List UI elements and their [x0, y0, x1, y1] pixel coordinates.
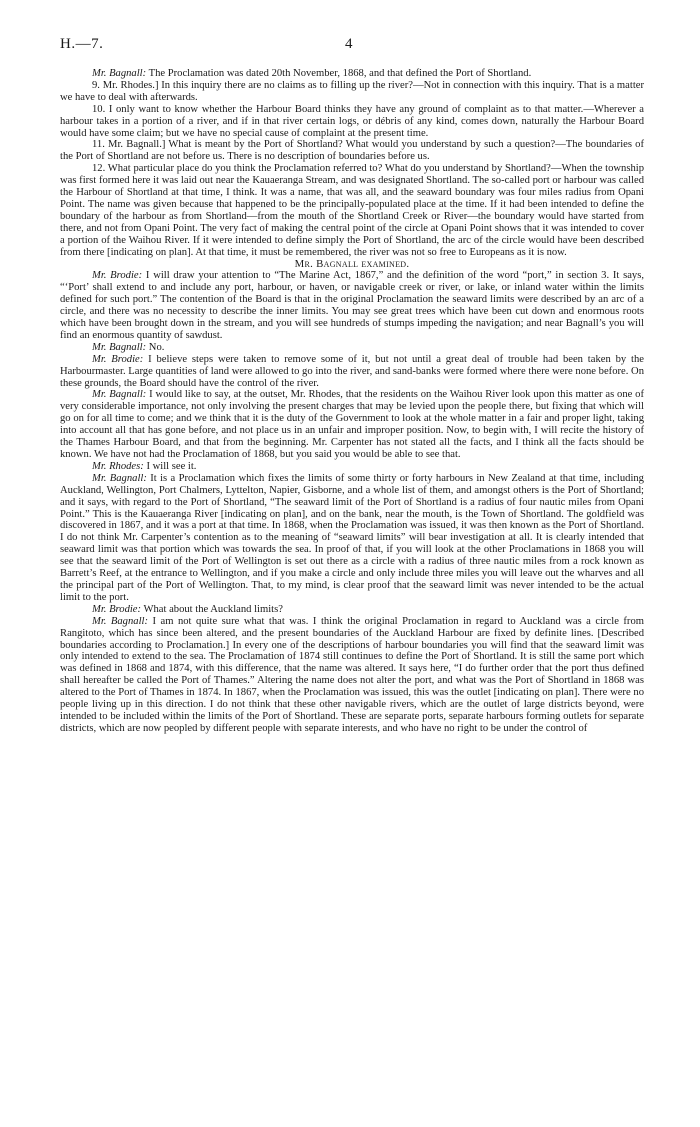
paragraph-text: 12. What particular place do you think the Proclamation referred to? What do you understand by Shortland?—When the township was first formed here it was laid out near the Kauaeranga Stream, and was designated Shortland. The so-called port or harbour was called the Harbour of Shortland at that time, I think. It was a name, that was all, and the seaward boundary was four miles radius from Opani Point. The name was given because that happened to be the principally-populated place at the time. If it had been intended to define the boundary of the harbour as from Shortland—from the mouth of the Shortland Creek or River—the boundary would have started from there, and not from Opani Point. The very fact of making the central point of the circle at Opani Point shows that it was intended to cover a portion of the Waihou River. If it were intended to define simply the Port of Shortland, the arc of the circle would have been described from there [indicating on plan]. At that time, it must be remembered, the river was not so free to Europeans as it is now. — [60, 163, 644, 258]
section-heading: Mr. Bagnall examined. — [294, 257, 410, 270]
speaker-label: Mr. Bagnall: — [92, 389, 147, 401]
paragraph — [60, 342, 644, 354]
speaker-label: Mr. Bagnall: — [92, 341, 147, 353]
document-reference: H.—7. — [60, 36, 104, 52]
paragraph-text: I would like to say, at the outset, Mr. Rhodes, that the residents on the Waihou River look upon this matter as one of very considerable importance, not only involving the present charges that may be levied upon the people there, but fixing that which will go on for all time to come; and we think that it is the duty of the Government to look at the whole matter in a fair and proper light, taking into account all that has gone before, and not place us in an unfair and improper position. Now, to begin with, I will recite the history of the Thames Harbour Board, and that from the beginning. Mr. Carpenter has not stated all the facts, and I think all the facts should be known. We have not had the Proclamation of 1868, but you said you would be able to see that. — [60, 389, 644, 460]
speaker-label: Mr. Brodie: — [92, 603, 142, 615]
paragraph-text: 9. Mr. Rhodes.] In this inquiry there are no claims as to filling up the river?—Not in connection with this inquiry. That is a matter we have to deal with afterwards. — [60, 79, 644, 103]
paragraph-text: The Proclamation was dated 20th November, 1868, and that defined the Port of Shortland. — [146, 68, 532, 79]
paragraph — [60, 389, 644, 460]
page-header — [60, 36, 644, 60]
paragraph-text: 10. I only want to know whether the Harbour Board thinks they have any ground of complaint as to that matter.—Wherever a harbour takes in a portion of a river, and if in that river certain logs, or débris of any kind, comes down, naturally the Harbour Board would have some claim; but we have no special cause of complaint at the present time. — [60, 103, 644, 139]
speaker-label: Mr. Rhodes: — [92, 460, 144, 472]
paragraph — [60, 604, 644, 616]
page-number: 4 — [345, 36, 353, 52]
paragraph — [60, 616, 644, 735]
paragraph-text: 11. Mr. Bagnall.] What is meant by the Port of Shortland? What would you understand by such a question?—The boundaries of the Port of Shortland are not before us. There is no description of boundaries before us. — [60, 139, 644, 163]
paragraph-text: It is a Proclamation which fixes the limits of some thirty or forty harbours in New Zealand at that time, including Auckland, Wellington, Port Chalmers, Lyttelton, Napier, Gisborne, and a whole list of them, and amongst others is the Port of Shortland; and it says, with regard to the Port of Shortland, “The seaward limit of the Port of Shortland is a radius of four nautic miles from Opani Point.” This is the Kauaeranga River [indicating on plan], and on the bank, near the mouth, is the Town of Shortland. The goldfield was discovered in 1867, and it was a port at that time. In 1868, when the Proclamation was issued, it was then known as the Port of Shortland. I do not think Mr. Carpenter’s contention as to the meaning of “seaward limits” will bear investigation at all. It is clearly intended that seaward limit was that portion which was towards the sea. In proof of that, if you will look at the other Proclamations in 1868 you will see that the seaward limit of the Port of Wellington is set out there as a circle with a radius of three nautic miles from a rock known as Barrett’s Reef, at the entrance to Wellington, and if you make a circle and only include three miles you will leave out the wharves and all the principal part of the Port of Wellington. That, to my mind, is clear proof that the seaward limit was never intended to be the actual limit to the port. — [60, 472, 644, 603]
paragraph — [60, 473, 644, 604]
paragraph — [60, 80, 644, 104]
paragraph — [60, 461, 644, 473]
paragraph — [60, 270, 644, 341]
paragraph-text: No. — [146, 341, 165, 353]
speaker-label: Mr. Bagnall: — [92, 472, 147, 484]
paragraph-text: I am not quite sure what that was. I think the original Proclamation in regard to Auckland was a circle from Rangitoto, which has since been altered, and the present boundaries of the Auckland Harbour are fixed by definite lines. [Described boundaries according to Proclamation.] In every one of the descriptions of harbour boundaries you will find that the seaward limit was only intended to extend to the sea. The Proclamation of 1874 still continues to define the Port of Shortland. It is still the same port which was defined in 1868 and 1874, with this difference, that the name was altered. It says here, “I do further order that the port thus defined shall hereafter be called the Port of Thames.” Altering the name does not alter the port, and what was the Port of Shortland in 1868 was altered to the Port of Thames in 1874. In 1867, when the Proclamation was issued, this was the outlet [indicating on plan]. There were no people living up in this direction. I do not think that these other navigable rivers, which are the outlet of large districts beyond, were intended to be included within the limits of the Port of Shortland. These are separate ports, separate harbours forming outlets for separate districts, which are now peopled by different people with separate interests, and who have no right to be under the control of — [60, 615, 644, 734]
body-text — [60, 68, 644, 735]
speaker-label: Mr. Brodie: — [92, 270, 143, 282]
paragraph — [60, 163, 644, 258]
paragraph — [60, 68, 644, 80]
paragraph — [60, 354, 644, 390]
speaker-label: Mr. Bagnall: — [92, 615, 148, 627]
paragraph — [60, 104, 644, 140]
paragraph-text: I will draw your attention to “The Marine Act, 1867,” and the definition of the word “port,” in section 3. It says, “‘Port’ shall extend to and include any port, harbour, or haven, or navigable creek or river, or lake, or inland water within the limits defined for such port.” The contention of the Board is that in the original Proclamation the seaward limits were described by an arc of a circle, and there was no necessity to describe the inner limits. You may see great trees which have been cut down and enormous roots which have been brought down in the stream, and you will see hundreds of stumps impeding the navigation; and near Bagnall’s you will find an enormous quantity of sawdust. — [60, 270, 644, 341]
paragraph-text: I believe steps were taken to remove some of it, but not until a great deal of trouble had been taken by the Harbourmaster. Large quantities of land were allowed to go into the river, and sand-banks were formed where there were none before. On these grounds, the Board should have the control of the river. — [60, 353, 644, 389]
speaker-label: Mr. Brodie: — [92, 353, 144, 365]
paragraph-text: What about the Auckland limits? — [141, 603, 283, 615]
speaker-label: Mr. Bagnall: — [92, 68, 147, 79]
paragraph — [60, 139, 644, 163]
paragraph-text: I will see it. — [143, 460, 197, 472]
